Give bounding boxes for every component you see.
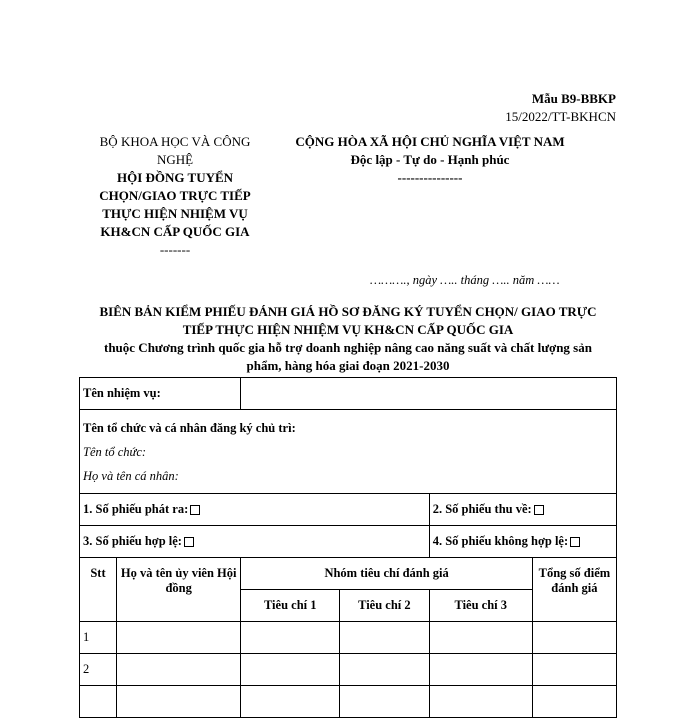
ballots-invalid-cell[interactable]	[429, 526, 616, 558]
member-cell[interactable]	[116, 686, 240, 718]
criterion-3-cell[interactable]	[429, 654, 532, 686]
criterion-3-cell[interactable]	[429, 686, 532, 718]
form-code-line1: Mẫu B9-BBKP	[531, 91, 616, 106]
document-subtitle: thuộc Chương trình quốc gia hỗ trợ doanh nghiệp nâng cao năng suất và chất lượng sản phẩm, hàng hóa giai đoạn 2021-2030	[104, 340, 592, 373]
task-name-value[interactable]	[241, 378, 617, 410]
task-name-label: Tên nhiệm vụ:	[80, 378, 241, 410]
council-name: HỘI ĐỒNG TUYỂN CHỌN/GIAO TRỰC TIẾP THỰC HIỆN NHIỆM VỤ KH&CN CẤP QUỐC GIA	[99, 170, 251, 239]
row-number: 2	[80, 654, 117, 686]
ballots-valid-cell[interactable]	[80, 526, 430, 558]
total-cell[interactable]	[532, 686, 616, 718]
criterion-1-cell[interactable]	[241, 686, 340, 718]
criterion-1-cell[interactable]	[241, 622, 340, 654]
member-cell[interactable]	[116, 622, 240, 654]
total-cell[interactable]	[532, 654, 616, 686]
criterion-1-cell[interactable]	[241, 654, 340, 686]
ministry-name: BỘ KHOA HỌC VÀ CÔNG NGHỆ	[99, 134, 251, 167]
date-line: ………., ngày ….. tháng ….. năm ……	[370, 273, 560, 287]
criterion-2-cell[interactable]	[340, 622, 430, 654]
col-criterion-3: Tiêu chí 3	[429, 590, 532, 622]
national-title: CỘNG HÒA XÃ HỘI CHỦ NGHĨA VIỆT NAM	[295, 134, 565, 149]
person-name-label: Họ và tên cá nhân:	[83, 469, 179, 483]
document-title: BIÊN BẢN KIỂM PHIẾU ĐÁNH GIÁ HỒ SƠ ĐĂNG KÝ TUYỂN CHỌN/ GIAO TRỰC TIẾP THỰC HIỆN NHIỆM VỤ KH&CN CẤP QUỐC GIA	[99, 304, 597, 337]
agency-header	[80, 133, 270, 259]
org-name-label: Tên tổ chức:	[83, 445, 147, 459]
table-row	[80, 654, 617, 686]
national-header	[270, 133, 590, 187]
ballots-issued-cell[interactable]	[80, 494, 430, 526]
col-total-header: Tổng số điểm đánh giá	[532, 558, 616, 622]
col-member-header: Họ và tên ủy viên Hội đồng	[116, 558, 240, 622]
col-criterion-1: Tiêu chí 1	[241, 590, 340, 622]
national-motto: Độc lập - Tự do - Hạnh phúc	[350, 152, 510, 167]
total-cell[interactable]	[532, 622, 616, 654]
criterion-2-cell[interactable]	[340, 686, 430, 718]
document-title-block	[80, 303, 616, 375]
col-stt-header: Stt	[80, 558, 117, 622]
form-code-line2: 15/2022/TT-BKHCN	[505, 109, 616, 124]
col-group-header: Nhóm tiêu chí đánh giá	[241, 558, 532, 590]
criterion-3-cell[interactable]	[429, 622, 532, 654]
ballots-returned-label: 2. Số phiếu thu về:	[432, 502, 532, 516]
checkbox-icon[interactable]	[570, 537, 580, 547]
evaluation-form-table	[79, 377, 617, 718]
checkbox-icon[interactable]	[534, 505, 544, 515]
ballots-invalid-label: 4. Số phiếu không hợp lệ:	[432, 534, 569, 548]
national-separator: ---------------	[397, 170, 463, 185]
host-label: Tên tổ chức và cá nhân đăng ký chủ trì:	[83, 421, 296, 435]
checkbox-icon[interactable]	[190, 505, 200, 515]
criterion-2-cell[interactable]	[340, 654, 430, 686]
row-number: 1	[80, 622, 117, 654]
ballots-returned-cell[interactable]	[429, 494, 616, 526]
ballots-issued-label: 1. Số phiếu phát ra:	[83, 502, 189, 516]
host-section[interactable]	[80, 410, 617, 494]
ballots-valid-label: 3. Số phiếu hợp lệ:	[83, 534, 182, 548]
checkbox-icon[interactable]	[184, 537, 194, 547]
table-row	[80, 622, 617, 654]
form-code	[505, 90, 616, 126]
row-number	[80, 686, 117, 718]
col-criterion-2: Tiêu chí 2	[340, 590, 430, 622]
member-cell[interactable]	[116, 654, 240, 686]
table-row	[80, 686, 617, 718]
agency-separator: -------	[159, 242, 191, 257]
